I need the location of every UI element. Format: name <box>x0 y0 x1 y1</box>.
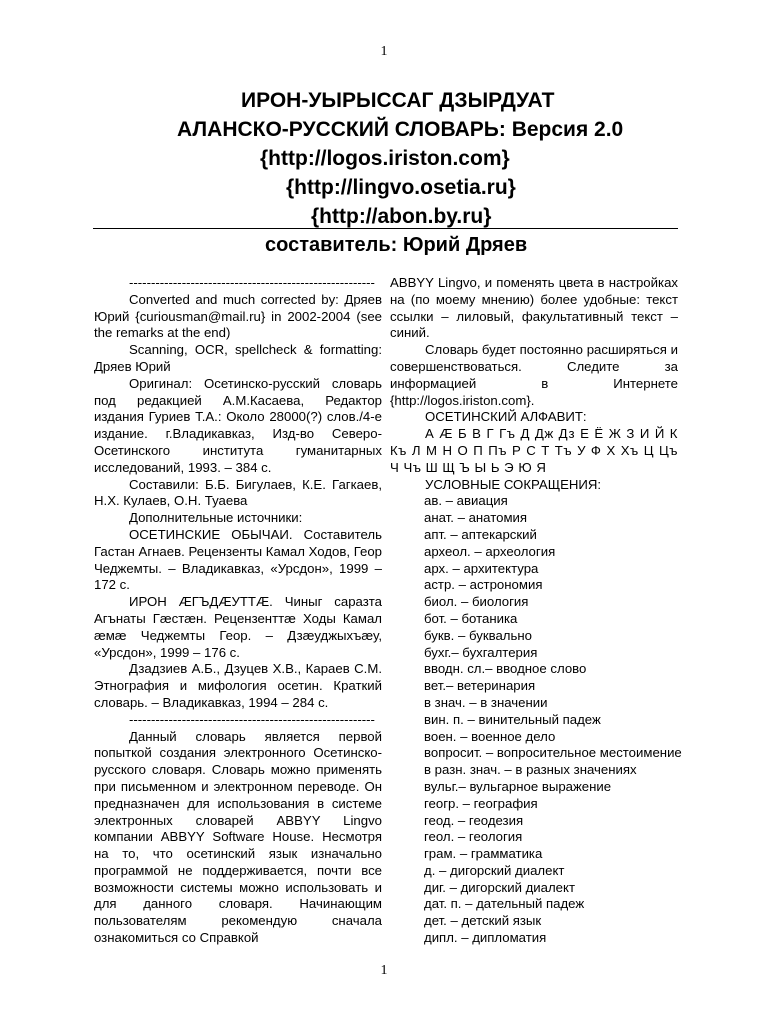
title-link-abon[interactable]: {http://abon.by.ru} <box>311 205 492 228</box>
abbreviation-item: вет.– ветеринария <box>424 678 536 694</box>
source-customs: ОСЕТИНСКИЕ ОБЫЧАИ. Составитель Гастан Агнаев. Рецензенты Камал Ходов, Геор Чеджемты. – Владикавказ, «Урсдон», 1999 – 172 с. <box>94 526 382 593</box>
abbreviation-item: дат. п. – дательный падеж <box>424 896 585 912</box>
abbreviations-list <box>390 493 682 947</box>
title-divider <box>93 228 678 229</box>
abbreviation-item: вин. п. – винительный падеж <box>424 711 601 727</box>
abbreviation-item: астр. – астрономия <box>424 577 543 593</box>
ossetian-alphabet: А Æ Б В Г Гъ Д Дж Дз Е Ё Ж З И Й К Къ Л М Н О П Пъ Р С Т Тъ У Ф Х Хъ Ц Цъ Ч Чъ Ш Щ Ъ Ы Ь Э Ю Я <box>390 426 678 475</box>
compilers: Составили: Б.Б. Бигулаев, К.Е. Гагкаев, Н.Х. Кулаев, О.Н. Туаева <box>94 476 382 509</box>
additional-sources-heading: Дополнительные источники: <box>129 510 303 526</box>
page-number-top: 1 <box>380 44 388 59</box>
abbreviation-item: бухг.– бухгалтерия <box>424 644 538 660</box>
abbreviation-item: геод. – геодезия <box>424 812 524 828</box>
left-column <box>94 275 382 947</box>
abbreviation-item: арх. – архитектура <box>424 560 539 576</box>
abbreviation-item: бот. – ботаника <box>424 610 518 626</box>
abbreviation-item: апт. – аптекарский <box>424 526 537 542</box>
abbreviation-item: в разн. знач. – в разных значениях <box>424 762 637 778</box>
abbreviation-item: вопросит. – вопросительное местоимение <box>424 745 682 761</box>
intro-paragraph: Данный словарь является первой попыткой создания электронного Осетинско-русского словаря. Словарь можно применять при письменном и электронном переводе. Он предназначен для использования в системе электронных словарей ABBYY Lingvo компании ABBYY Software House. Несмотря на то, что осетинский язык изначально программой не поддерживается, почти все возможности системы можно использовать и для данного словаря. Начинающим пользователям рекомендую сначала ознакомиться со Справкой <box>94 728 382 946</box>
separator-dashes: -------------------------------------------------------- <box>129 275 375 290</box>
title-link-lingvo[interactable]: {http://lingvo.osetia.ru} <box>286 176 516 199</box>
abbreviation-item: в знач. – в значении <box>424 694 548 710</box>
right-column <box>390 275 682 947</box>
original-source: Оригинал: Осетинско-русский словарь под редакцией А.М.Касаева, Редактор издания Гуриев Т.А.: Около 28000(?) слов./4-е издание. г.Владикавказ, Изд-во Северо-Осетинского института гуманитарных исследований, 1993. – 384 с. <box>94 375 382 475</box>
abbreviation-item: геол. – геология <box>424 829 523 845</box>
author-line: составитель: Юрий Дряев <box>265 234 528 256</box>
abbreviation-item: дипл. – дипломатия <box>424 930 547 946</box>
separator-dashes: -------------------------------------------------------- <box>129 711 375 727</box>
source-iron-aegdaeuttae: ИРОН ÆГЪДÆУТТÆ. Чиныг саразта Агънаты Гæстæн. Рецензенттæ Ходы Камал æмæ Чеджемты Геор. – Дзæуджыхъæу, «Урсдон», 1999 – 176 с. <box>94 594 382 660</box>
abbreviation-item: биол. – биология <box>424 594 529 610</box>
scanning-note: Scanning, OCR, spellcheck & formatting: Дряев Юрий <box>94 342 382 374</box>
title-line-ossetian: ИРОН-УЫРЫССАГ ДЗЫРДУАТ <box>241 89 555 112</box>
abbreviation-item: ав. – авиация <box>424 493 508 509</box>
abbreviation-item: грам. – грамматика <box>424 846 543 862</box>
abbreviation-item: анат. – анатомия <box>424 510 528 526</box>
page-number-bottom: 1 <box>380 963 388 978</box>
document-title <box>0 86 768 231</box>
abbreviation-item: геогр. – география <box>424 795 538 811</box>
abbreviation-item: дет. – детский язык <box>424 913 542 929</box>
source-ethnography: Дзадзиев А.Б., Дзуцев Х.В., Караев С.М. Этнография и мифология осетин. Краткий словарь. – Владикавказ, 1994 – 284 с. <box>94 661 382 710</box>
abbreviation-item: археол. – археология <box>424 543 556 559</box>
abbreviation-item: диг. – дигорский диалект <box>424 879 575 895</box>
alphabet-heading: ОСЕТИНСКИЙ АЛФАВИТ: <box>425 409 587 425</box>
title-link-logos[interactable]: {http://logos.iriston.com} <box>260 147 510 170</box>
abbreviation-item: вводн. сл.– вводное слово <box>424 661 587 677</box>
abbreviation-item: букв. – буквально <box>424 627 532 643</box>
abbreviations-heading: УСЛОВНЫЕ СОКРАЩЕНИЯ: <box>425 476 602 492</box>
abbreviation-item: вульг.– вульгарное выражение <box>424 778 612 794</box>
abbreviation-item: воен. – военное дело <box>424 728 556 744</box>
conversion-note: Converted and much corrected by: Дряев Юрий {curiousman@mail.ru} in 2002-2004 (see the remarks at the end) <box>94 291 382 341</box>
title-line-russian: АЛАНСКО-РУССКИЙ СЛОВАРЬ: Версия 2.0 <box>177 118 624 141</box>
abbreviation-item: д. – дигорский диалект <box>424 862 565 878</box>
updates-note: Словарь будет постоянно расширяться и совершенствоваться. Следите за информацией в Интернете {http://logos.iriston.com}. <box>390 342 678 408</box>
intro-continuation: ABBYY Lingvo, и поменять цвета в настройках на (по моему мнению) более удобные: текст ссылки – лиловый, факультативный текст – синий. <box>390 275 678 341</box>
